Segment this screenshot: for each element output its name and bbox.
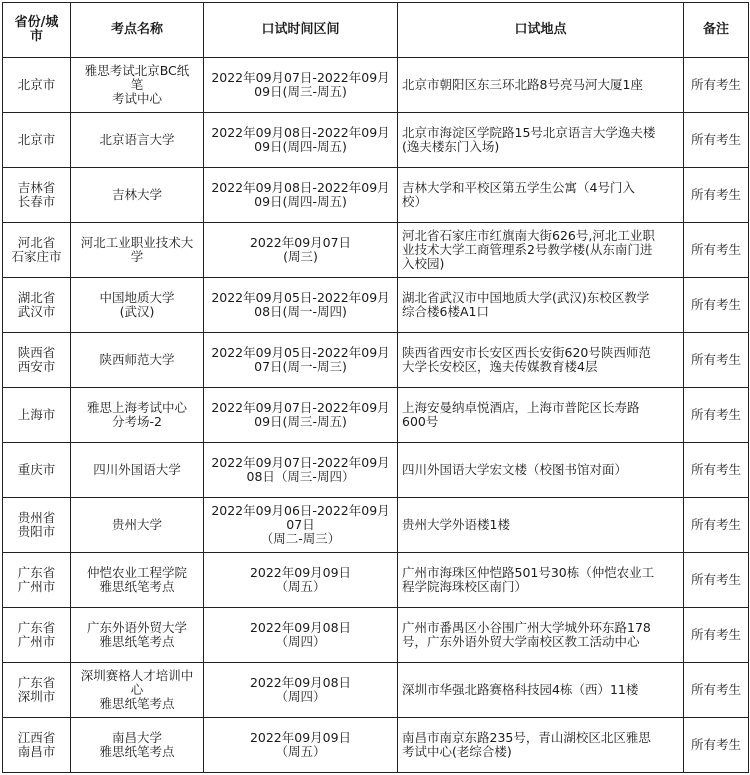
cell-venue [71, 168, 204, 223]
cell-text-line: 2022年09月08日-2022年09月 [211, 125, 390, 140]
cell-note [684, 388, 749, 443]
cell-text-line: 2022年09月05日-2022年09月 [211, 345, 390, 360]
table-row [3, 333, 749, 388]
table-row [3, 498, 749, 553]
cell-text-line: 所有考生 [690, 517, 741, 532]
cell-text-line: 长春市 [17, 194, 56, 209]
table-row [3, 113, 749, 168]
cell-text-line: 09日(周四-周五) [254, 139, 347, 154]
cell-text-line: （周二-周三） [260, 531, 341, 546]
cell-text-line: 广州市 [17, 579, 56, 594]
table-header [3, 3, 749, 58]
cell-text-line: 2022年09月08日 [249, 620, 352, 635]
cell-note [684, 223, 749, 278]
cell-text-line: 所有考生 [690, 242, 741, 257]
cell-city [3, 113, 71, 168]
cell-text-line: 广东省 [17, 565, 56, 580]
cell-text-line: 陕西省西安市长安区西长安街620号陕西师范 [402, 345, 651, 360]
cell-text-line: 仲恺农业工程学院 [86, 565, 187, 580]
cell-location [398, 553, 684, 608]
cell-text-line: 深圳市华强北路赛格科技园4栋（西）11楼 [402, 682, 639, 697]
cell-venue [71, 333, 204, 388]
cell-text-line: 07日 [286, 517, 315, 532]
cell-period [204, 553, 398, 608]
cell-text-line: (武汉) [119, 304, 155, 319]
cell-text-line: （周五） [275, 579, 326, 594]
cell-text-line: 贵州大学 [111, 517, 162, 532]
cell-text-line: 深圳市 [17, 689, 56, 704]
cell-text-line: 南昌市南京东路235号，青山湖校区北区雅思 [402, 730, 651, 745]
cell-text-line: 所有考生 [690, 297, 741, 312]
cell-text-line: 北京市朝阳区东三环北路8号亮马河大厦1座 [402, 77, 643, 92]
cell-text-line: 河北工业职业技术大 [80, 235, 194, 250]
cell-city [3, 718, 71, 773]
cell-venue [71, 388, 204, 443]
cell-city [3, 608, 71, 663]
cell-text-line: 2022年09月07日-2022年09月 [211, 70, 390, 85]
table-row [3, 718, 749, 773]
cell-text-line: 贵阳市 [17, 524, 56, 539]
cell-text-line: （周四） [275, 689, 326, 704]
cell-text-line: 北京市 [17, 132, 56, 147]
cell-text-line: 所有考生 [690, 407, 741, 422]
cell-venue [71, 608, 204, 663]
cell-text-line: 2022年09月09日 [249, 565, 352, 580]
table-row [3, 388, 749, 443]
cell-text-line: 09日(周三-周五) [254, 84, 347, 99]
table-row [3, 443, 749, 498]
header-note [684, 3, 749, 58]
cell-venue [71, 553, 204, 608]
cell-text-line: 北京市 [17, 77, 56, 92]
cell-text-line: 考点名称 [110, 22, 163, 37]
cell-text-line: 2022年09月07日-2022年09月 [211, 400, 390, 415]
cell-text-line: 所有考生 [690, 132, 741, 147]
cell-text-line: 陕西省 [17, 345, 56, 360]
cell-period [204, 388, 398, 443]
cell-text-line: 2022年09月08日 [249, 675, 352, 690]
cell-period [204, 168, 398, 223]
cell-text-line: (周三) [283, 249, 318, 264]
cell-text-line: 考试中心(老综合楼) [402, 744, 512, 759]
cell-text-line: 中国地质大学 [99, 290, 175, 305]
cell-period [204, 113, 398, 168]
cell-text-line: 所有考生 [690, 627, 741, 642]
cell-text-line: 吉林省 [17, 180, 56, 195]
cell-period [204, 663, 398, 718]
cell-text-line: 2022年09月05日-2022年09月 [211, 290, 390, 305]
cell-text-line: 广东外语外贸大学 [86, 620, 187, 635]
cell-text-line: 2022年09月07日-2022年09月 [211, 455, 390, 470]
cell-text-line: 09日(周四-周五) [254, 194, 347, 209]
table-row [3, 168, 749, 223]
cell-location [398, 223, 684, 278]
cell-text-line: 河北省 [17, 235, 56, 250]
cell-venue [71, 443, 204, 498]
cell-city [3, 58, 71, 113]
header-period [204, 3, 398, 58]
cell-location [398, 608, 684, 663]
cell-city [3, 663, 71, 718]
cell-text-line: 综合楼6楼A1口 [402, 304, 489, 319]
cell-note [684, 58, 749, 113]
cell-location [398, 58, 684, 113]
cell-text-line: 江西省 [17, 730, 56, 745]
cell-text-line: 大学长安校区，逸夫传媒教育楼4层 [402, 359, 598, 374]
header-location [398, 3, 684, 58]
cell-city [3, 443, 71, 498]
cell-text-line: 上海安曼纳卓悦酒店，上海市普陀区长寿路 [402, 400, 640, 415]
cell-text-line: 广东省 [17, 675, 56, 690]
cell-period [204, 58, 398, 113]
cell-text-line: 2022年09月09日 [249, 730, 352, 745]
cell-note [684, 113, 749, 168]
exam-schedule-table [2, 2, 749, 773]
cell-text-line: （周五） [275, 744, 326, 759]
cell-text-line: 河北省石家庄市红旗南大街626号,河北工业职 [402, 228, 655, 243]
cell-text-line: （周四） [275, 634, 326, 649]
cell-text-line: 09日(周三-周五) [254, 414, 347, 429]
table-row [3, 58, 749, 113]
cell-text-line: 所有考生 [690, 737, 741, 752]
cell-text-line: 广州市番禺区小谷围广州大学城外环东路178 [402, 620, 651, 635]
cell-text-line: 08日（周三-周四） [246, 469, 355, 484]
cell-location [398, 663, 684, 718]
cell-note [684, 443, 749, 498]
cell-text-line: 校） [402, 194, 428, 209]
cell-text-line: 07日(周一-周三) [254, 359, 347, 374]
cell-text-line: 2022年09月06日-2022年09月 [211, 503, 390, 518]
cell-period [204, 278, 398, 333]
cell-text-line: 南昌大学 [111, 730, 162, 745]
cell-note [684, 553, 749, 608]
cell-text-line: 武汉市 [17, 304, 56, 319]
cell-city [3, 498, 71, 553]
cell-venue [71, 663, 204, 718]
cell-text-line: 600号 [402, 414, 439, 429]
cell-text-line: 西安市 [17, 359, 56, 374]
cell-text-line: 吉林大学 [111, 187, 162, 202]
table-row [3, 223, 749, 278]
cell-location [398, 278, 684, 333]
cell-text-line: 北京市海淀区学院路15号北京语言大学逸夫楼 [402, 125, 656, 140]
cell-location [398, 388, 684, 443]
cell-text-line: 号，广东外语外贸大学南校区教工活动中心 [402, 634, 640, 649]
cell-text-line: 四川外国语大学宏文楼（校图书馆对面） [402, 462, 628, 477]
cell-text-line: 2022年09月07日 [249, 235, 352, 250]
cell-text-line: 程学院海珠校区南门） [402, 579, 528, 594]
cell-text-line: 口试地点 [514, 22, 567, 37]
cell-text-line: 上海市 [17, 407, 56, 422]
table-row [3, 278, 749, 333]
cell-text-line: 入校园) [402, 256, 445, 271]
cell-note [684, 168, 749, 223]
cell-text-line: 北京语言大学 [99, 132, 175, 147]
cell-text-line: 雅思纸笔考点 [99, 634, 175, 649]
cell-venue [71, 223, 204, 278]
cell-text-line: 重庆市 [17, 462, 56, 477]
cell-text-line: 笔 [130, 77, 144, 92]
cell-note [684, 333, 749, 388]
cell-location [398, 113, 684, 168]
cell-venue [71, 498, 204, 553]
table-row [3, 663, 749, 718]
cell-text-line: 石家庄市 [11, 249, 62, 264]
cell-city [3, 553, 71, 608]
table-body [3, 58, 749, 773]
cell-city [3, 168, 71, 223]
cell-venue [71, 278, 204, 333]
cell-text-line: 所有考生 [690, 682, 741, 697]
cell-location [398, 443, 684, 498]
cell-text-line: 市 [29, 29, 43, 44]
cell-venue [71, 113, 204, 168]
cell-text-line: 贵州省 [17, 510, 56, 525]
cell-venue [71, 58, 204, 113]
cell-period [204, 718, 398, 773]
cell-note [684, 718, 749, 773]
cell-text-line: (逸夫楼东门入场) [402, 139, 500, 154]
cell-text-line: 所有考生 [690, 77, 741, 92]
cell-text-line: 湖北省 [17, 290, 56, 305]
cell-text-line: 雅思考试北京BC纸 [84, 63, 190, 78]
cell-location [398, 718, 684, 773]
cell-text-line: 备注 [702, 22, 729, 37]
cell-text-line: 所有考生 [690, 462, 741, 477]
cell-text-line: 广东省 [17, 620, 56, 635]
header-venue [71, 3, 204, 58]
cell-note [684, 278, 749, 333]
cell-note [684, 608, 749, 663]
cell-period [204, 608, 398, 663]
cell-text-line: 分考场-2 [112, 414, 162, 429]
cell-location [398, 333, 684, 388]
cell-city [3, 333, 71, 388]
header-city [3, 3, 71, 58]
cell-text-line: 贵州大学外语楼1楼 [402, 517, 510, 532]
cell-text-line: 湖北省武汉市中国地质大学(武汉)东校区教学 [402, 290, 650, 305]
cell-text-line: 雅思纸笔考点 [99, 744, 175, 759]
cell-text-line: 吉林大学和平校区第五学生公寓（4号门入 [402, 180, 635, 195]
cell-text-line: 所有考生 [690, 352, 741, 367]
cell-text-line: 雅思上海考试中心 [86, 400, 187, 415]
cell-note [684, 663, 749, 718]
cell-text-line: 业技术大学工商管理系2号教学楼(从东南门进 [402, 242, 653, 257]
table-row [3, 608, 749, 663]
cell-text-line: 广州市海珠区仲恺路501号30栋（仲恺农业工 [402, 565, 655, 580]
cell-text-line: 四川外国语大学 [93, 462, 181, 477]
cell-text-line: 所有考生 [690, 572, 741, 587]
cell-period [204, 333, 398, 388]
table-row [3, 553, 749, 608]
cell-venue [71, 718, 204, 773]
cell-text-line: 心 [130, 682, 144, 697]
cell-text-line: 广州市 [17, 634, 56, 649]
cell-text-line: 口试时间区间 [261, 22, 340, 37]
cell-text-line: 南昌市 [17, 744, 56, 759]
cell-text-line: 深圳赛格人才培训中 [80, 668, 194, 683]
cell-period [204, 498, 398, 553]
cell-city [3, 278, 71, 333]
cell-text-line: 所有考生 [690, 187, 741, 202]
cell-city [3, 388, 71, 443]
cell-period [204, 443, 398, 498]
cell-text-line: 雅思纸笔考点 [99, 579, 175, 594]
cell-period [204, 223, 398, 278]
cell-text-line: 2022年09月08日-2022年09月 [211, 180, 390, 195]
cell-note [684, 498, 749, 553]
cell-text-line: 学 [130, 249, 144, 264]
cell-text-line: 雅思纸笔考点 [99, 696, 175, 711]
header-row [3, 3, 749, 58]
cell-location [398, 168, 684, 223]
cell-text-line: 08日(周一-周四) [254, 304, 347, 319]
cell-text-line: 省份/城 [14, 15, 59, 30]
cell-text-line: 考试中心 [111, 91, 162, 106]
cell-text-line: 陕西师范大学 [99, 352, 175, 367]
cell-location [398, 498, 684, 553]
cell-city [3, 223, 71, 278]
